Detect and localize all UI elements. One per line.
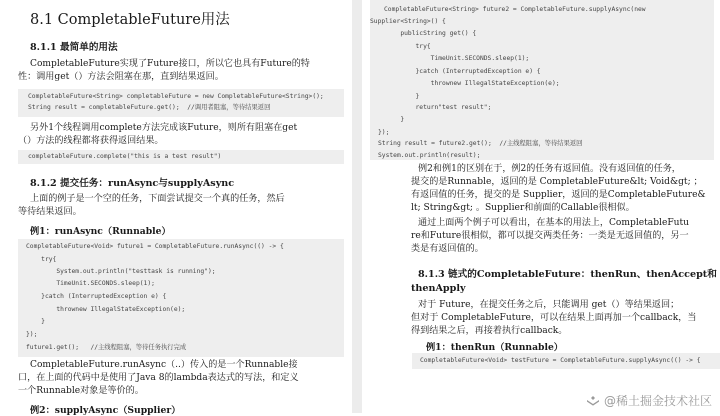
page-gutter [352,0,362,413]
right-paragraph-1: 例2和例1的区别在于，例2的任务有返回值。没有返回值的任务， 提交的是Runnable，返回的是 CompletableFuture&lt; Void&gt; ； 有返回值的任务，提交的是 Supplier，返回的是CompletableFuture& lt; String&gt; 。Supplier和前面的Callable很相似。 [411,164,706,213]
code-block-supplyasync: CompletableFuture<String> future2 = CompletableFuture.supplyAsync(new Supplier<String>() { publicString get() { try{ TimeUnit.SECONDS.sleep(1); }catch (InterruptedException e) { thrownew IllegalStateException(e); } return"test result"; } }); String result = future2.get(); //主线程阻塞，等待结果返回 System.out.println(result); [370,0,714,160]
example-2-heading: 例2：supplyAsync（Supplier） [30,405,181,416]
subsection-heading-submit-task: 8.1.2 提交任务：runAsync与supplyAsync [30,178,235,189]
left-page [0,0,352,416]
right-example-1-heading: 例1：thenRun（Runnable） [426,342,563,353]
paragraph-3: 上面的例子是一个空的任务，下面尝试提交一个真的任务，然后 等待结果返回。 [18,194,285,217]
section-title: 8.1 CompletableFuture用法 [30,12,230,28]
juejin-logo-icon [586,395,600,407]
code-block-1: CompletableFuture<String> completableFuture = new CompletableFuture<String>(); String result = completableFuture.get(); //调用者阻塞，等待结果返回 [18,89,344,117]
example-1-heading: 例1：runAsync（Runnable） [30,226,171,237]
subsection-heading-simple-usage: 8.1.1 最简单的用法 [30,42,118,53]
code-block-2: completableFuture.complete("this is a test result") [18,150,344,164]
watermark: @稀土掘金技术社区 [586,392,712,409]
right-paragraph-2: 通过上面两个例子可以看出，在基本的用法上，CompletableFutu re和Future很相似，都可以提交两类任务：一类是无返回值的，另一 类是有返回值的。 [411,218,690,254]
code-block-thenrun: CompletableFuture<Void> testFuture = CompletableFuture.supplyAsync(() -> { [412,353,720,369]
paragraph-2: 另外1个线程调用complete方法完成该Future，则所有阻塞在get （）方法的线程都将获得返回结果。 [18,123,298,146]
right-page [362,0,720,413]
paragraph-1: CompletableFuture实现了Future接口，所以它也具有Future的特 性：调用get（）方法会阻塞在那，直到结果返回。 [18,59,310,82]
code-block-3: CompletableFuture<Void> future1 = CompletableFuture.runAsync(() -> { try{ System.out.println("testtask is running"); TimeUnit.SECONDS.sleep(1); }catch (InterruptedException e) { thrownew IllegalStateException(e); } }); future1.get(); //主线程阻塞，等待任务执行完成 [18,239,344,357]
right-paragraph-3: 对于 Future，在提交任务之后，只能调用 get（）等结果返回； 但对于 CompletableFuture，可以在结果上面再加一个callback，当 得到结果之后，再接着执行callback。 [411,300,697,336]
paragraph-4: CompletableFuture.runAsync（..）传入的是一个Runnable接 口，在上面的代码中是使用了Java 8的lambda表达式的写法，和定义 一个Runnable对象是等价的。 [18,360,299,396]
subsection-heading-chain: 8.1.3 链式的CompletableFuture：thenRun、thenAccept和 thenApply [411,269,717,294]
